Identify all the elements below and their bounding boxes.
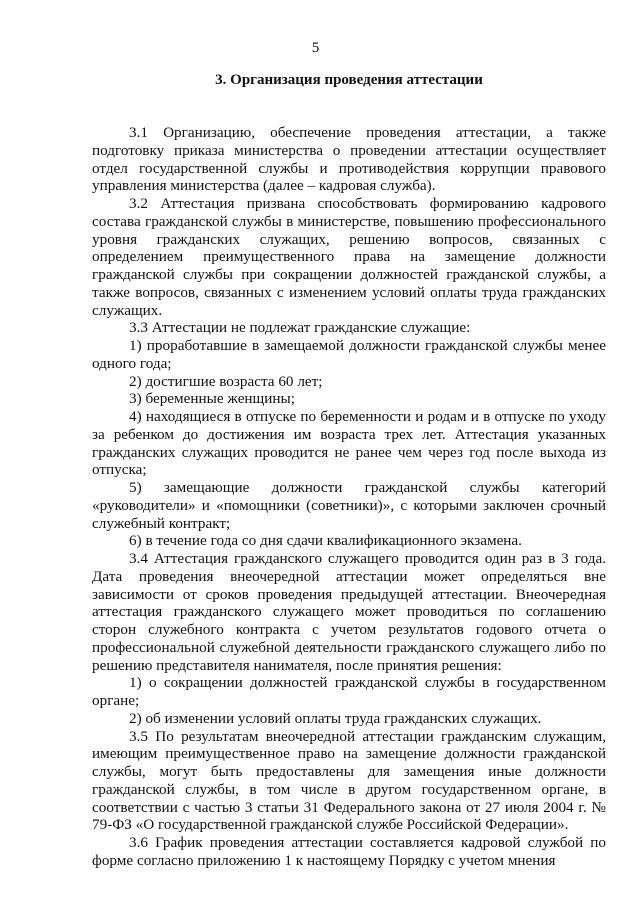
list-item-3-3-6: 6) в течение года со дня сдачи квалификационного экзамена. [129, 532, 522, 550]
paragraph-3-1: 3.1 Организацию, обеспечение проведения аттестации, а также подготовку приказа министерства о проведении аттестации осуществляет отдел государственной службы и противодействия коррупции правового управления министерства (далее – кадровая служба). [92, 124, 606, 195]
paragraph-3-5: 3.5 По результатам внеочередной аттестации гражданским служащим, имеющим преимущественное право на замещение должности гражданской службы, могут быть предоставлены для замещения иные должности гражданской службы, в том числе в другом государственном органе, в соответствии с частью 3 статьи 31 Федерального закона от 27 июля 2004 г. № 79-ФЗ «О государственной гражданской службе Российской Федерации». [92, 727, 606, 834]
list-item-3-4-2: 2) об изменении условий оплаты труда гражданских служащих. [129, 709, 542, 727]
paragraph-3-4: 3.4 Аттестация гражданского служащего проводится один раз в 3 года. Дата проведения внеочередной аттестации может определяться вне зависимости от сроков проведения предыдущей аттестации. Внеочередная аттестация гражданского служащего может проводиться по соглашению сторон служебного контракта с учетом результатов годового отчета о профессиональной служебной деятельности гражданского служащего либо по решению представителя нанимателя, после принятия решения: [92, 550, 606, 674]
list-item-3-3-2: 2) достигшие возраста 60 лет; [129, 372, 323, 390]
section-title: 3. Организация проведения аттестации [215, 72, 483, 88]
list-item-3-3-3: 3) беременные женщины; [129, 390, 295, 408]
page-number: 5 [311, 40, 320, 56]
list-item-3-3-1: 1) проработавшие в замещаемой должности гражданской службы менее одного года; [92, 337, 606, 372]
list-item-3-4-1: 1) о сокращении должностей гражданской службы в государственном органе; [92, 674, 606, 709]
paragraph-3-2: 3.2 Аттестация призвана способствовать формированию кадрового состава гражданской службы в министерстве, повышению профессионального уровня гражданских служащих, решению вопросов, связанных с определением преимущественного права на замещение должности гражданской службы при сокращении должностей гражданской службы, а также вопросов, связанных с изменением условий оплаты труда гражданских служащих. [92, 195, 606, 319]
document-body [92, 124, 606, 870]
paragraph-3-3: 3.3 Аттестации не подлежат гражданские служащие: [129, 319, 471, 337]
paragraph-3-6: 3.6 График проведения аттестации составляется кадровой службой по форме согласно приложению 1 к настоящему Порядку с учетом мнения [92, 834, 606, 869]
list-item-3-3-4: 4) находящиеся в отпуске по беременности и родам и в отпуске по уходу за ребенком до достижения им возраста трех лет. Аттестация указанных гражданских служащих проводится не ранее чем через год после выхода из отпуска; [92, 408, 606, 479]
list-item-3-3-5: 5) замещающие должности гражданской службы категорий «руководители» и «помощники (советники)», с которыми заключен срочный служебный контракт; [92, 479, 606, 532]
